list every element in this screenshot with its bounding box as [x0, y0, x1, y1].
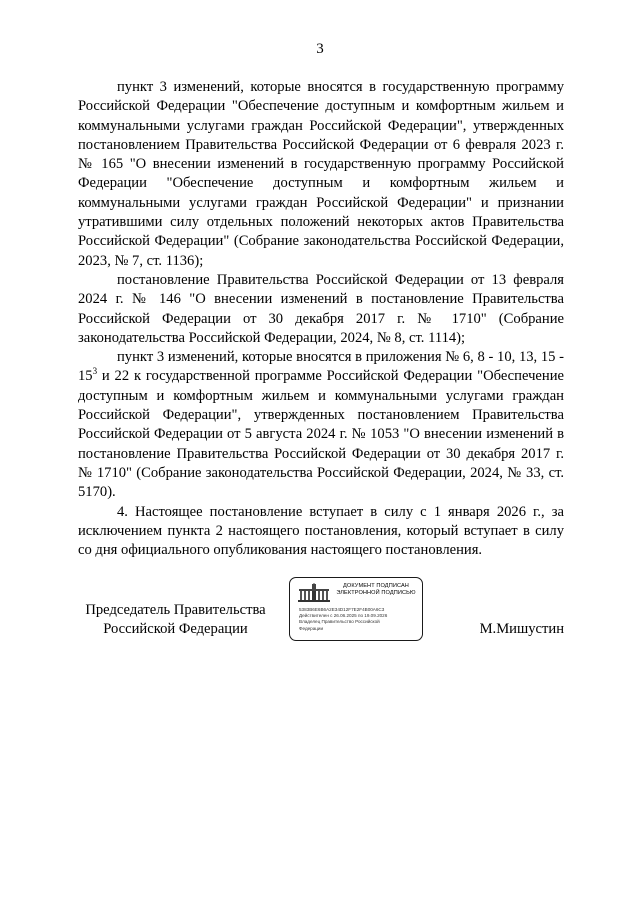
page-number: 3 — [316, 41, 324, 57]
stamp-header-line-1: ДОКУМЕНТ ПОДПИСАН — [343, 583, 409, 589]
paragraph-3-superscript: 3 — [92, 366, 98, 377]
stamp-validity: Действителен с 26.06.2025 по 19.09.2026 — [299, 613, 388, 619]
stamp-details — [299, 607, 421, 632]
signer-title — [78, 601, 273, 639]
stamp-owner-line-1: Владелец Правительство Российской — [299, 619, 380, 625]
signer-title-line-2: Российской Федерации — [103, 621, 248, 637]
signer-title-line-1: Председатель Правительства — [85, 602, 266, 618]
paragraph-4: 4. Настоящее постановление вступает в силу с 1 января 2026 г., за исключением пункта 2 настоящего постановления, который вступает в силу со дня официального опубликования настоящего постановления. — [78, 503, 564, 559]
paragraph-2: постановление Правительства Российской Федерации от 13 февраля 2024 г. № 146 "О внесении изменений в постановление Правительства Российской Федерации от 30 декабря 2017 г. № 1710" (Собрание законодательства Российской Федерации, 2024, № 8, ст. 1114); — [78, 271, 564, 346]
document-body — [78, 78, 564, 560]
stamp-certificate-serial: 5383B6E6B6A2E34D12F7E2F4B00A6C3 — [299, 607, 385, 612]
signature-block — [78, 577, 564, 647]
stamp-header-line-2: ЭЛЕКТРОННОЙ ПОДПИСЬЮ — [336, 590, 416, 596]
signer-name: М.Мишустин — [479, 621, 564, 637]
paragraph-1: пункт 3 изменений, которые вносятся в государственную программу Российской Федерации "Обеспечение доступным и комфортным жильем и коммунальными услугами граждан Российской Федерации", утвержденных постановлением Правительства Российской Федерации от 6 февраля 2023 г. № 165 "О внесении изменений в государственную программу Российской Федерации "Обеспечение доступным и комфортным жильем и коммунальными услугами граждан Российской Федерации" и признании утратившими силу отдельных положений некоторых актов Правительства Российской Федерации" (Собрание законодательства Российской Федерации, 2023, № 7, ст. 1136); — [78, 79, 564, 269]
government-building-icon — [297, 583, 331, 603]
paragraph-3-start: пункт 3 изменений, которые вносятся в приложения № 6, 8 - 10, 13, 15 - 15 — [78, 349, 564, 385]
paragraph-3-end: и 22 к государственной программе Российской Федерации "Обеспечение доступным и комфортным жильем и коммунальными услугами граждан Российской Федерации", утвержденных постановлением Правительства Российской Федерации от 5 августа 2024 г. № 1053 "О внесении изменений в постановление Правительства Российской Федерации от 30 декабря 2017 г. № 1710" (Собрание законодательства Российской Федерации, 2024, № 33, ст. 5170). — [78, 368, 564, 501]
stamp-owner-line-2: Федерации — [299, 625, 324, 631]
stamp-header — [330, 583, 422, 597]
electronic-signature-stamp — [289, 577, 423, 641]
paragraph-3 — [78, 348, 564, 502]
